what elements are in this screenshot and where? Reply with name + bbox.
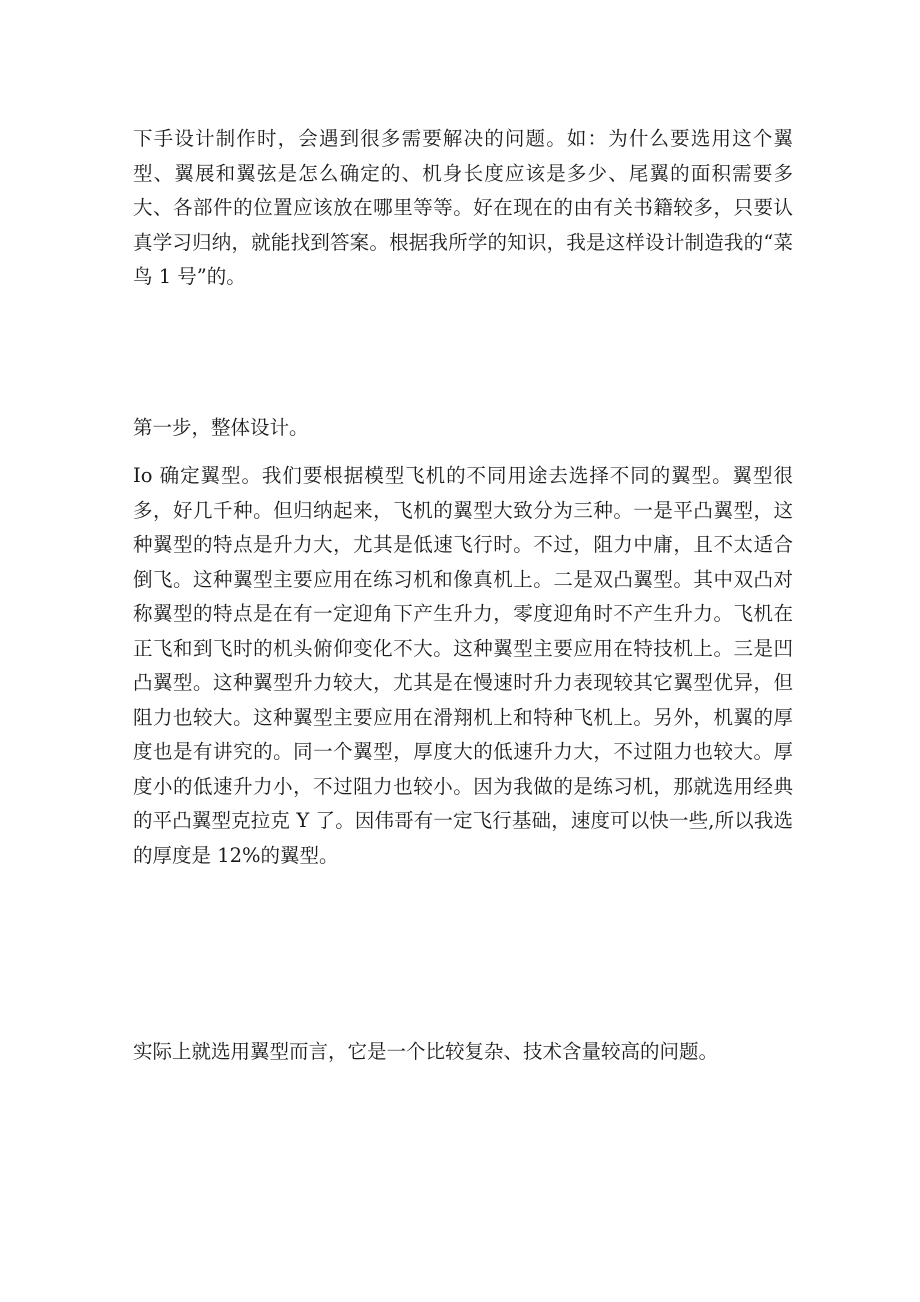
paragraph-conclusion: 实际上就选用翼型而言，它是一个比较复杂、技术含量较高的问题。	[133, 1040, 719, 1063]
paragraph-step-heading: 第一步，整体设计。	[133, 416, 309, 439]
paragraph-airfoil-selection: Io 确定翼型。我们要根据模型飞机的不同用途去选择不同的翼型。翼型很多，好几千种。但归纳起来，飞机的翼型大致分为三种。一是平凸翼型，这种翼型的特点是升力大，尤其是低速飞行时。不过，阻力中庸，且不太适合倒飞。这种翼型主要应用在练习机和像真机上。二是双凸翼型。其中双凸对称翼型的特点是在有一定迎角下产生升力，零度迎角时不产生升力。飞机在正飞和到飞时的机头俯仰变化不大。这种翼型主要应用在特技机上。三是凹凸翼型。这种翼型升力较大，尤其是在慢速时升力表现较其它翼型优异，但阻力也较大。这种翼型主要应用在滑翔机上和特种飞机上。另外，机翼的厚度也是有讲究的。同一个翼型，厚度大的低速升力大，不过阻力也较大。厚度小的低速升力小，不过阻力也较小。因为我做的是练习机，那就选用经典的平凸翼型克拉克 Y 了。因伟哥有一定飞行基础，速度可以快一些,所以我选的厚度是 12%的翼型。	[133, 464, 793, 867]
paragraph-intro: 下手设计制作时，会遇到很多需要解决的问题。如：为什么要选用这个翼型、翼展和翼弦是怎么确定的、机身长度应该是多少、尾翼的面积需要多大、各部件的位置应该放在哪里等等。好在现在的由有关书籍较多，只要认真学习归纳，就能找到答案。根据我所学的知识，我是这样设计制造我的“菜鸟 1 号”的。	[133, 127, 793, 288]
